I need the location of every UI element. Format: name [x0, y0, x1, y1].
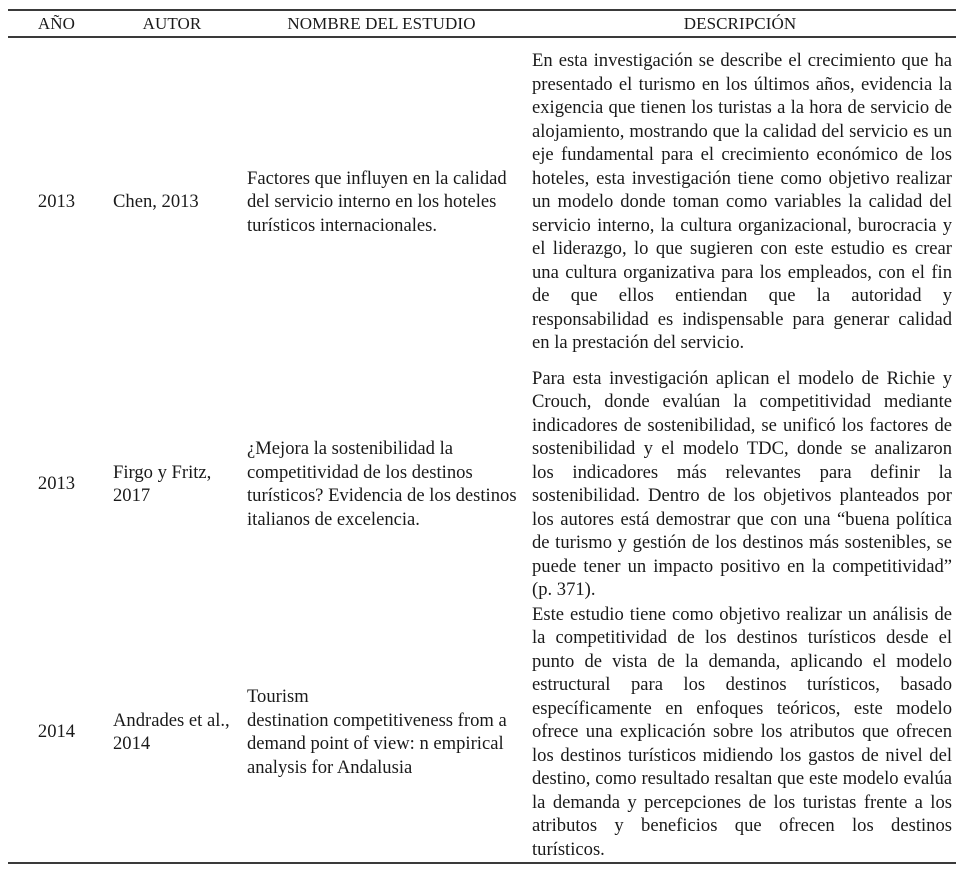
study-name-line-1: Tourism [247, 686, 309, 707]
cell-year: 2014 [37, 721, 76, 743]
table-row [8, 602, 956, 862]
cell-author: Andrades et al., 2014 [113, 709, 230, 754]
table-row [8, 366, 956, 602]
header-study: NOMBRE DEL ESTUDIO [287, 14, 476, 33]
cell-study-name [239, 685, 524, 779]
cell-author: Chen, 2013 [113, 191, 199, 213]
cell-year: 2013 [37, 473, 76, 495]
cell-description: Este estudio tiene como objetivo realizar un análisis de la competitividad de los destinos turísticos desde el punto de vista de la demanda, aplicando el modelo estructural para los destinos turísticos, basado específicamente en enfoques teóricos, este modelo ofrece una explicación sobre los atributos que ofrecen los destinos turísticos midiendo los gastos de nivel del destino, como resultado resaltan que este modelo evalúa la demanda y percepciones de los turistas frente a los atributos y beneficios que ofrecen los destinos turísticos. [532, 603, 952, 860]
study-name-line-2: destination competitiveness from a demand point of view: n empirical analysis for Andalusia [247, 709, 507, 778]
cell-year: 2013 [37, 191, 76, 213]
table-bottom-rule [8, 862, 956, 864]
cell-author: Firgo y Fritz, 2017 [113, 461, 212, 506]
header-year: AÑO [37, 14, 76, 33]
cell-study-name: Factores que influyen en la calidad del servicio interno en los hoteles turísticos internacionales. [247, 167, 507, 236]
table-header-row [8, 11, 956, 36]
cell-description: En esta investigación se describe el crecimiento que ha presentado el turismo en los últimos años, evidencia la exigencia que tienen los turistas a la hora de servicio de alojamiento, mostrando que la calidad del servicio es un eje fundamental para el crecimiento económico de los hoteles, esta investigación tiene como objetivo realizar un modelo donde toman como variables la calidad del servicio interno, la cultura organizacional, burocracia y el liderazgo, lo que sugieren con este estudio es crear una cultura organizativa para los empleados, con el fin de que ellos entiendan que la autoridad y responsabilidad es indispensable para generar calidad en la prestación del servicio. [532, 50, 952, 354]
header-description: DESCRIPCIÓN [683, 14, 797, 33]
cell-study-name: ¿Mejora la sostenibilidad la competitividad de los destinos turísticos? Evidencia de los destinos italianos de excelencia. [247, 438, 517, 530]
literature-review-table [8, 9, 956, 864]
cell-description: Para esta investigación aplican el modelo de Richie y Crouch, donde evalúan la competitividad mediante indicadores de sostenibilidad, se unificó los factores de sostenibilidad y el modelo TDC, donde se analizaron los indicadores más relevantes para definir la sostenibilidad. Dentro de los objetivos planteados por los autores está demostrar que con una “buena política de turismo y gestión de los destinos más sostenibles, se puede tener un impacto positivo en la competitividad” (p. 371). [532, 367, 952, 600]
header-author: AUTOR [142, 14, 202, 33]
table-row [8, 38, 956, 366]
